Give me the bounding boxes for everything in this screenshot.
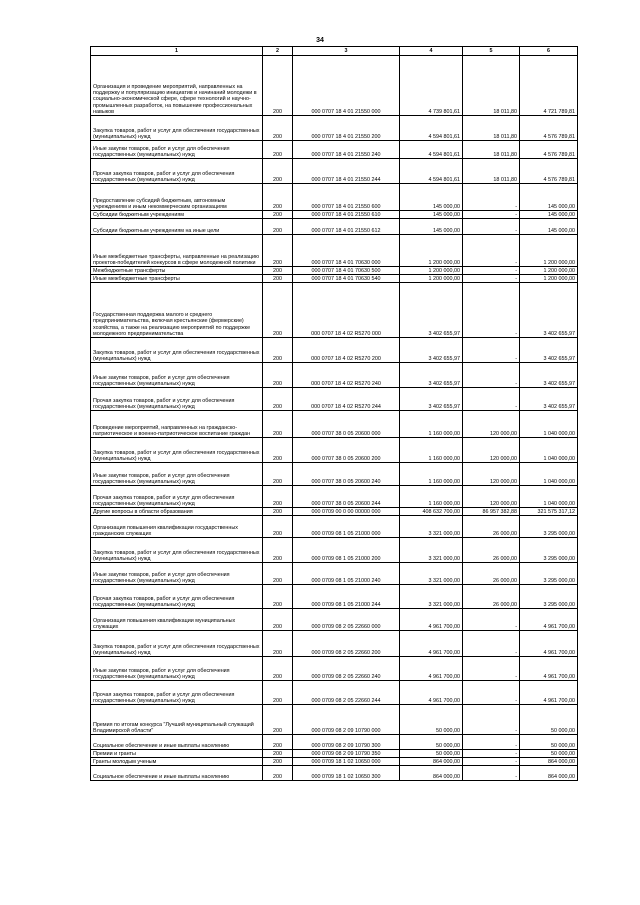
row-unexecuted-cell: 1 040 000,00 [520, 486, 578, 508]
row-name-cell: Прочая закупка товаров, работ и услуг для обеспечения государственных (муниципальных) нужд [91, 486, 263, 508]
row-classification-cell: 000 0707 18 4 01 70630 000 [293, 235, 400, 267]
row-executed-cell: - [463, 631, 520, 657]
row-name-cell: Социальное обеспечение и иные выплаты населению [91, 735, 263, 750]
row-executed-cell: - [463, 750, 520, 758]
row-executed-cell: - [463, 338, 520, 363]
row-executed-cell: - [463, 681, 520, 705]
row-approved-cell: 3 402 655,97 [400, 388, 463, 411]
budget-table [90, 46, 578, 781]
row-code-cell: 200 [263, 631, 293, 657]
row-approved-cell: 50 000,00 [400, 750, 463, 758]
table-row [91, 184, 578, 211]
column-header: 3 [293, 47, 400, 56]
row-name-cell: Иные межбюджетные трансферты [91, 275, 263, 283]
row-executed-cell: 18 011,80 [463, 56, 520, 116]
column-header: 6 [520, 47, 578, 56]
row-name-cell: Субсидии бюджетным учреждениям на иные цели [91, 219, 263, 235]
row-code-cell: 200 [263, 705, 293, 735]
row-executed-cell: 120 000,00 [463, 486, 520, 508]
row-approved-cell: 145 000,00 [400, 211, 463, 219]
row-unexecuted-cell: 3 402 655,97 [520, 338, 578, 363]
row-approved-cell: 4 594 801,61 [400, 141, 463, 159]
row-approved-cell: 4 961 700,00 [400, 631, 463, 657]
row-classification-cell: 000 0707 18 4 02 R5270 000 [293, 283, 400, 338]
row-unexecuted-cell: 1 040 000,00 [520, 438, 578, 463]
row-approved-cell: 4 961 700,00 [400, 609, 463, 631]
row-unexecuted-cell: 1 040 000,00 [520, 411, 578, 438]
row-name-cell: Иные закупки товаров, работ и услуг для обеспечения государственных (муниципальных) нужд [91, 563, 263, 585]
row-approved-cell: 50 000,00 [400, 705, 463, 735]
table-row [91, 211, 578, 219]
row-unexecuted-cell: 4 961 700,00 [520, 681, 578, 705]
row-name-cell: Иные закупки товаров, работ и услуг для обеспечения государственных (муниципальных) нужд [91, 363, 263, 388]
row-approved-cell: 1 200 000,00 [400, 235, 463, 267]
row-unexecuted-cell: 3 402 655,97 [520, 283, 578, 338]
row-code-cell: 200 [263, 267, 293, 275]
row-executed-cell: - [463, 609, 520, 631]
row-executed-cell: - [463, 275, 520, 283]
row-name-cell: Иные закупки товаров, работ и услуг для обеспечения государственных (муниципальных) нужд [91, 141, 263, 159]
row-unexecuted-cell: 145 000,00 [520, 219, 578, 235]
row-name-cell: Премия по итогам конкурса "Лучший муниципальный служащий Владимирской области" [91, 705, 263, 735]
row-approved-cell: 1 160 000,00 [400, 463, 463, 486]
row-executed-cell: 26 000,00 [463, 538, 520, 563]
row-unexecuted-cell: 3 295 000,00 [520, 563, 578, 585]
row-approved-cell: 1 200 000,00 [400, 267, 463, 275]
row-executed-cell: 86 957 382,88 [463, 508, 520, 516]
row-code-cell: 200 [263, 211, 293, 219]
row-classification-cell: 000 0707 18 4 01 21550 200 [293, 116, 400, 141]
table-row [91, 275, 578, 283]
row-code-cell: 200 [263, 735, 293, 750]
row-classification-cell: 000 0707 18 4 01 21550 000 [293, 56, 400, 116]
row-code-cell: 200 [263, 283, 293, 338]
row-name-cell: Иные межбюджетные трансферты, направленные на реализацию проектов-победителей конкурсов в сфере молодежной политики [91, 235, 263, 267]
row-code-cell: 200 [263, 681, 293, 705]
row-classification-cell: 000 0709 00 0 00 00000 000 [293, 508, 400, 516]
row-approved-cell: 864 000,00 [400, 766, 463, 781]
row-name-cell: Организация повышения квалификации государственных гражданских служащих [91, 516, 263, 538]
row-executed-cell: 18 011,80 [463, 159, 520, 184]
row-unexecuted-cell: 50 000,00 [520, 705, 578, 735]
row-code-cell: 200 [263, 275, 293, 283]
row-unexecuted-cell: 50 000,00 [520, 735, 578, 750]
row-classification-cell: 000 0707 18 4 01 70630 500 [293, 267, 400, 275]
row-executed-cell: - [463, 363, 520, 388]
table-row [91, 705, 578, 735]
table-row [91, 159, 578, 184]
row-executed-cell: - [463, 735, 520, 750]
row-classification-cell: 000 0709 08 2 05 22660 240 [293, 657, 400, 681]
row-unexecuted-cell: 4 576 789,81 [520, 141, 578, 159]
row-unexecuted-cell: 3 295 000,00 [520, 585, 578, 609]
row-executed-cell: 18 011,80 [463, 116, 520, 141]
row-unexecuted-cell: 3 402 655,97 [520, 388, 578, 411]
row-unexecuted-cell: 3 402 655,97 [520, 363, 578, 388]
row-classification-cell: 000 0709 08 1 05 21000 000 [293, 516, 400, 538]
row-unexecuted-cell: 3 295 000,00 [520, 538, 578, 563]
row-classification-cell: 000 0707 18 4 01 21550 240 [293, 141, 400, 159]
row-classification-cell: 000 0707 18 4 01 21550 600 [293, 184, 400, 211]
row-approved-cell: 3 321 000,00 [400, 585, 463, 609]
row-approved-cell: 408 632 700,00 [400, 508, 463, 516]
row-name-cell: Проведение мероприятий, направленных на гражданско-патриотическое и военно-патриотическое воспитание граждан [91, 411, 263, 438]
row-code-cell: 200 [263, 486, 293, 508]
row-approved-cell: 145 000,00 [400, 219, 463, 235]
row-executed-cell: 120 000,00 [463, 438, 520, 463]
table-row [91, 766, 578, 781]
row-code-cell: 200 [263, 159, 293, 184]
row-unexecuted-cell: 4 961 700,00 [520, 631, 578, 657]
row-unexecuted-cell: 1 040 000,00 [520, 463, 578, 486]
row-code-cell: 200 [263, 538, 293, 563]
row-unexecuted-cell: 1 200 000,00 [520, 267, 578, 275]
table-row [91, 758, 578, 766]
column-header: 1 [91, 47, 263, 56]
row-approved-cell: 3 321 000,00 [400, 538, 463, 563]
row-name-cell: Другие вопросы в области образования [91, 508, 263, 516]
column-header: 4 [400, 47, 463, 56]
row-approved-cell: 50 000,00 [400, 735, 463, 750]
row-classification-cell: 000 0709 08 1 05 21000 200 [293, 538, 400, 563]
row-name-cell: Организация повышения квалификации муниципальных служащих [91, 609, 263, 631]
row-executed-cell: 26 000,00 [463, 516, 520, 538]
page-number: 34 [316, 37, 324, 44]
row-code-cell: 200 [263, 563, 293, 585]
row-approved-cell: 3 321 000,00 [400, 563, 463, 585]
row-classification-cell: 000 0707 18 4 01 21550 612 [293, 219, 400, 235]
row-name-cell: Социальное обеспечение и иные выплаты населению [91, 766, 263, 781]
row-approved-cell: 145 000,00 [400, 184, 463, 211]
row-name-cell: Прочая закупка товаров, работ и услуг для обеспечения государственных (муниципальных) нужд [91, 388, 263, 411]
row-executed-cell: - [463, 388, 520, 411]
row-classification-cell: 000 0709 08 2 09 10790 000 [293, 705, 400, 735]
table-row [91, 235, 578, 267]
row-unexecuted-cell: 50 000,00 [520, 750, 578, 758]
row-name-cell: Гранты молодым ученым [91, 758, 263, 766]
row-name-cell: Прочая закупка товаров, работ и услуг для обеспечения государственных (муниципальных) нужд [91, 585, 263, 609]
row-classification-cell: 000 0707 38 0 05 20600 200 [293, 438, 400, 463]
row-approved-cell: 3 402 655,97 [400, 283, 463, 338]
row-executed-cell: 120 000,00 [463, 463, 520, 486]
table-row [91, 267, 578, 275]
row-approved-cell: 4 594 801,61 [400, 159, 463, 184]
row-name-cell: Закупка товаров, работ и услуг для обеспечения государственных (муниципальных) нужд [91, 116, 263, 141]
row-executed-cell: - [463, 283, 520, 338]
row-classification-cell: 000 0709 18 1 02 10650 000 [293, 758, 400, 766]
table-row [91, 735, 578, 750]
row-executed-cell: - [463, 657, 520, 681]
table-row [91, 463, 578, 486]
row-name-cell: Иные закупки товаров, работ и услуг для обеспечения государственных (муниципальных) нужд [91, 657, 263, 681]
table-row [91, 681, 578, 705]
row-unexecuted-cell: 1 200 000,00 [520, 235, 578, 267]
row-unexecuted-cell: 4 721 789,81 [520, 56, 578, 116]
row-code-cell: 200 [263, 750, 293, 758]
row-code-cell: 200 [263, 219, 293, 235]
row-name-cell: Иные закупки товаров, работ и услуг для обеспечения государственных (муниципальных) нужд [91, 463, 263, 486]
row-approved-cell: 1 160 000,00 [400, 438, 463, 463]
row-executed-cell: - [463, 267, 520, 275]
row-code-cell: 200 [263, 388, 293, 411]
row-code-cell: 200 [263, 758, 293, 766]
row-approved-cell: 1 200 000,00 [400, 275, 463, 283]
row-approved-cell: 3 402 655,97 [400, 363, 463, 388]
row-code-cell: 200 [263, 463, 293, 486]
row-classification-cell: 000 0709 08 1 05 21000 244 [293, 585, 400, 609]
row-executed-cell: 120 000,00 [463, 411, 520, 438]
row-classification-cell: 000 0707 18 4 01 21550 244 [293, 159, 400, 184]
row-name-cell: Закупка товаров, работ и услуг для обеспечения государственных (муниципальных) нужд [91, 438, 263, 463]
row-approved-cell: 1 160 000,00 [400, 486, 463, 508]
row-unexecuted-cell: 321 575 317,12 [520, 508, 578, 516]
row-unexecuted-cell: 864 000,00 [520, 758, 578, 766]
row-classification-cell: 000 0707 18 4 01 21550 610 [293, 211, 400, 219]
row-unexecuted-cell: 4 576 789,81 [520, 159, 578, 184]
row-classification-cell: 000 0707 18 4 01 70630 540 [293, 275, 400, 283]
row-classification-cell: 000 0709 08 2 05 22660 200 [293, 631, 400, 657]
row-code-cell: 200 [263, 184, 293, 211]
row-approved-cell: 1 160 000,00 [400, 411, 463, 438]
table-row [91, 538, 578, 563]
table-row [91, 283, 578, 338]
row-classification-cell: 000 0707 18 4 02 R5270 240 [293, 363, 400, 388]
row-executed-cell: - [463, 235, 520, 267]
row-classification-cell: 000 0709 08 2 09 10790 350 [293, 750, 400, 758]
row-unexecuted-cell: 1 200 000,00 [520, 275, 578, 283]
table-row [91, 486, 578, 508]
row-classification-cell: 000 0709 08 1 05 21000 240 [293, 563, 400, 585]
row-executed-cell: - [463, 211, 520, 219]
row-classification-cell: 000 0707 38 0 05 20600 000 [293, 411, 400, 438]
row-name-cell: Предоставление субсидий бюджетным, автономным учреждениям и иным некоммерческим организациям [91, 184, 263, 211]
row-unexecuted-cell: 4 576 789,81 [520, 116, 578, 141]
row-name-cell: Государственная поддержка малого и среднего предпринимательства, включая крестьянские (фермерские) хозяйства, а также на реализацию мероприятий по поддержке молодежного предпринимательства [91, 283, 263, 338]
row-unexecuted-cell: 4 961 700,00 [520, 609, 578, 631]
row-approved-cell: 3 402 655,97 [400, 338, 463, 363]
table-row [91, 388, 578, 411]
row-executed-cell: - [463, 705, 520, 735]
row-approved-cell: 4 594 801,61 [400, 116, 463, 141]
row-executed-cell: 18 011,80 [463, 141, 520, 159]
table-row [91, 508, 578, 516]
column-header: 5 [463, 47, 520, 56]
row-code-cell: 200 [263, 766, 293, 781]
row-classification-cell: 000 0707 38 0 05 20600 240 [293, 463, 400, 486]
row-name-cell: Межбюджетные трансферты [91, 267, 263, 275]
row-executed-cell: - [463, 184, 520, 211]
row-executed-cell: 26 000,00 [463, 585, 520, 609]
table-row [91, 516, 578, 538]
row-code-cell: 200 [263, 116, 293, 141]
row-name-cell: Прочая закупка товаров, работ и услуг для обеспечения государственных (муниципальных) нужд [91, 159, 263, 184]
row-code-cell: 200 [263, 235, 293, 267]
row-code-cell: 200 [263, 338, 293, 363]
table-row [91, 141, 578, 159]
row-code-cell: 200 [263, 363, 293, 388]
row-name-cell: Прочая закупка товаров, работ и услуг для обеспечения государственных (муниципальных) нужд [91, 681, 263, 705]
row-unexecuted-cell: 145 000,00 [520, 184, 578, 211]
row-code-cell: 200 [263, 516, 293, 538]
row-executed-cell: - [463, 219, 520, 235]
row-unexecuted-cell: 3 295 000,00 [520, 516, 578, 538]
row-code-cell: 200 [263, 657, 293, 681]
row-code-cell: 200 [263, 438, 293, 463]
column-number-row [91, 47, 578, 56]
row-executed-cell: - [463, 758, 520, 766]
row-classification-cell: 000 0709 08 2 05 22660 244 [293, 681, 400, 705]
table-row [91, 750, 578, 758]
table-row [91, 219, 578, 235]
row-code-cell: 200 [263, 585, 293, 609]
table-row [91, 563, 578, 585]
row-name-cell: Премии и гранты [91, 750, 263, 758]
row-unexecuted-cell: 145 000,00 [520, 211, 578, 219]
row-executed-cell: - [463, 766, 520, 781]
row-code-cell: 200 [263, 56, 293, 116]
table-row [91, 363, 578, 388]
column-header: 2 [263, 47, 293, 56]
row-classification-cell: 000 0707 18 4 02 R5270 244 [293, 388, 400, 411]
row-approved-cell: 4 961 700,00 [400, 657, 463, 681]
table-row [91, 609, 578, 631]
row-name-cell: Организация и проведение мероприятий, направленных на поддержку и популяризацию инициатив и начинаний молодежи в социально-экономической сфере, сфере технологий и научно-промышленных разработок, на повышение профессиональных навыков [91, 56, 263, 116]
table-row [91, 116, 578, 141]
row-code-cell: 200 [263, 508, 293, 516]
row-unexecuted-cell: 864 000,00 [520, 766, 578, 781]
row-classification-cell: 000 0707 38 0 05 20600 244 [293, 486, 400, 508]
table-row [91, 338, 578, 363]
table-row [91, 585, 578, 609]
row-approved-cell: 4 739 801,61 [400, 56, 463, 116]
row-classification-cell: 000 0707 18 4 02 R5270 200 [293, 338, 400, 363]
row-code-cell: 200 [263, 609, 293, 631]
row-name-cell: Закупка товаров, работ и услуг для обеспечения государственных (муниципальных) нужд [91, 338, 263, 363]
row-unexecuted-cell: 4 961 700,00 [520, 657, 578, 681]
row-classification-cell: 000 0709 08 2 05 22660 000 [293, 609, 400, 631]
row-code-cell: 200 [263, 141, 293, 159]
row-approved-cell: 4 961 700,00 [400, 681, 463, 705]
row-approved-cell: 864 000,00 [400, 758, 463, 766]
row-executed-cell: 26 000,00 [463, 563, 520, 585]
row-classification-cell: 000 0709 08 2 09 10790 300 [293, 735, 400, 750]
table-row [91, 411, 578, 438]
row-name-cell: Субсидии бюджетным учреждениям [91, 211, 263, 219]
table-row [91, 438, 578, 463]
table-row [91, 56, 578, 116]
row-code-cell: 200 [263, 411, 293, 438]
row-name-cell: Закупка товаров, работ и услуг для обеспечения государственных (муниципальных) нужд [91, 538, 263, 563]
row-classification-cell: 000 0709 18 1 02 10650 300 [293, 766, 400, 781]
table-row [91, 631, 578, 657]
row-name-cell: Закупка товаров, работ и услуг для обеспечения государственных (муниципальных) нужд [91, 631, 263, 657]
row-approved-cell: 3 321 000,00 [400, 516, 463, 538]
table-row [91, 657, 578, 681]
